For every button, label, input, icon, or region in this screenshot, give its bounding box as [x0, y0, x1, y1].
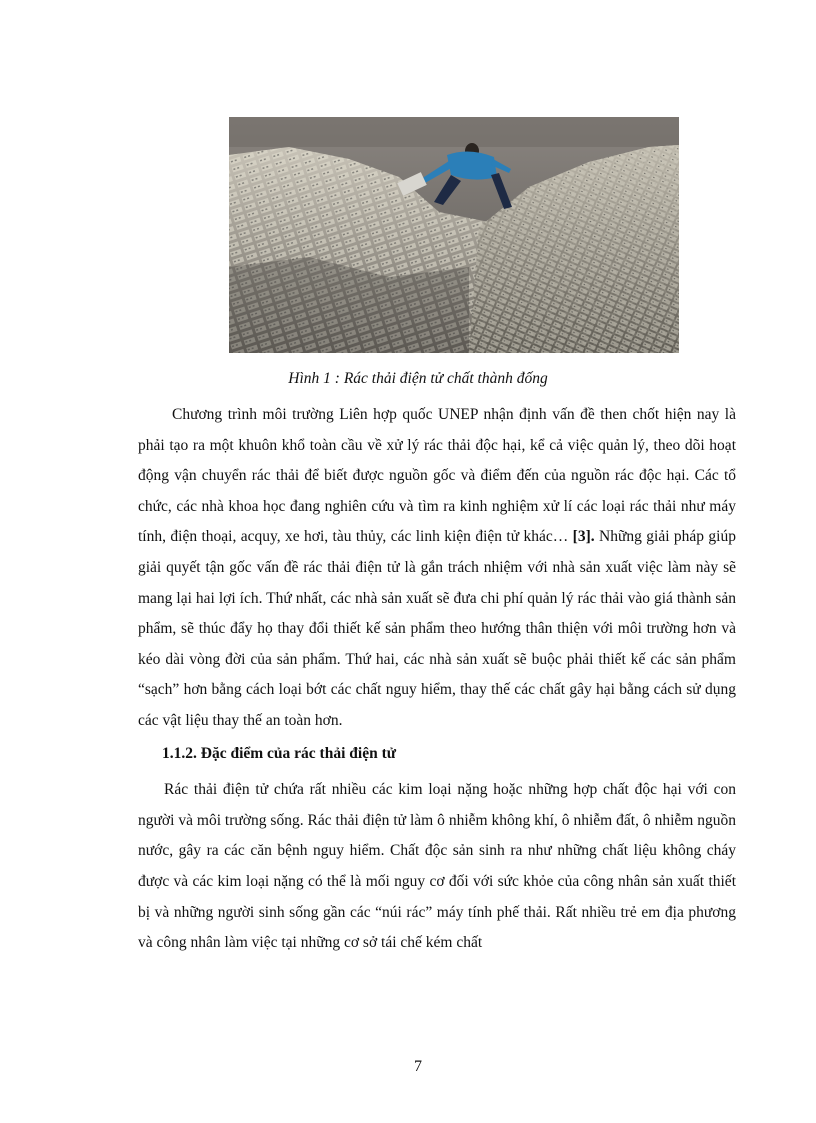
paragraph-unep-part-2: Những giải pháp giúp giải quyết tận gốc vấn đề rác thải điện tử là gắn trách nhiệm với nhà sản xuất việc làm này sẽ mang lại hai lợi ích. Thứ nhất, các nhà sản xuất sẽ đưa chi phí quản lý rác thải vào giá thành sản phẩm, sẽ thúc đẩy họ thay đổi thiết kế sản phẩm theo hướng thân thiện với môi trường hơn và kéo dài vòng đời của sản phẩm. Thứ hai, các nhà sản xuất sẽ buộc phải thiết kế các sản phẩm “sạch” hơn bằng cách loại bớt các chất nguy hiểm, thay thế các chất gây hại bằng cách sử dụng các vật liệu thay thế an toàn hơn. [138, 528, 736, 729]
e-waste-photo [229, 117, 679, 353]
body-text [138, 400, 736, 959]
paragraph-unep [138, 400, 736, 737]
page-number: 7 [414, 1058, 422, 1075]
figure-caption: Hình 1 : Rác thải điện tử chất thành đống [288, 370, 548, 387]
paragraph-unep-part-1: Chương trình môi trường Liên hợp quốc UNEP nhận định vấn đề then chốt hiện nay là phải tạo ra một khuôn khổ toàn cầu về xử lý rác thải độc hại, kể cả việc quản lý, theo dõi hoạt động vận chuyển rác thải để biết được nguồn gốc và điểm đến của nguồn rác độc hại. Các tổ chức, các nhà khoa học đang nghiên cứu và tìm ra kinh nghiệm xử lí các loại rác thải như máy tính, điện thoại, acquy, xe hơi, tàu thủy, các linh kiện điện tử khác… [138, 406, 736, 546]
section-heading: 1.1.2. Đặc điểm của rác thải điện tử [162, 744, 397, 762]
paragraph-characteristics: Rác thải điện tử chứa rất nhiều các kim loại nặng hoặc những hợp chất độc hại với con người và môi trường sống. Rác thải điện tử làm ô nhiễm không khí, ô nhiễm đất, ô nhiễm nguồn nước, gây ra các căn bệnh nguy hiểm. Chất độc sản sinh ra như những chất liệu không cháy được và các kim loại nặng có thể là mối nguy cơ đối với sức khỏe của công nhân sản xuất thiết bị và những người sinh sống gần các “núi rác” máy tính phế thải. Rất nhiều trẻ em địa phương và công nhân làm việc tại những cơ sở tái chế kém chất [138, 781, 736, 952]
citation-reference: [3]. [572, 528, 595, 546]
